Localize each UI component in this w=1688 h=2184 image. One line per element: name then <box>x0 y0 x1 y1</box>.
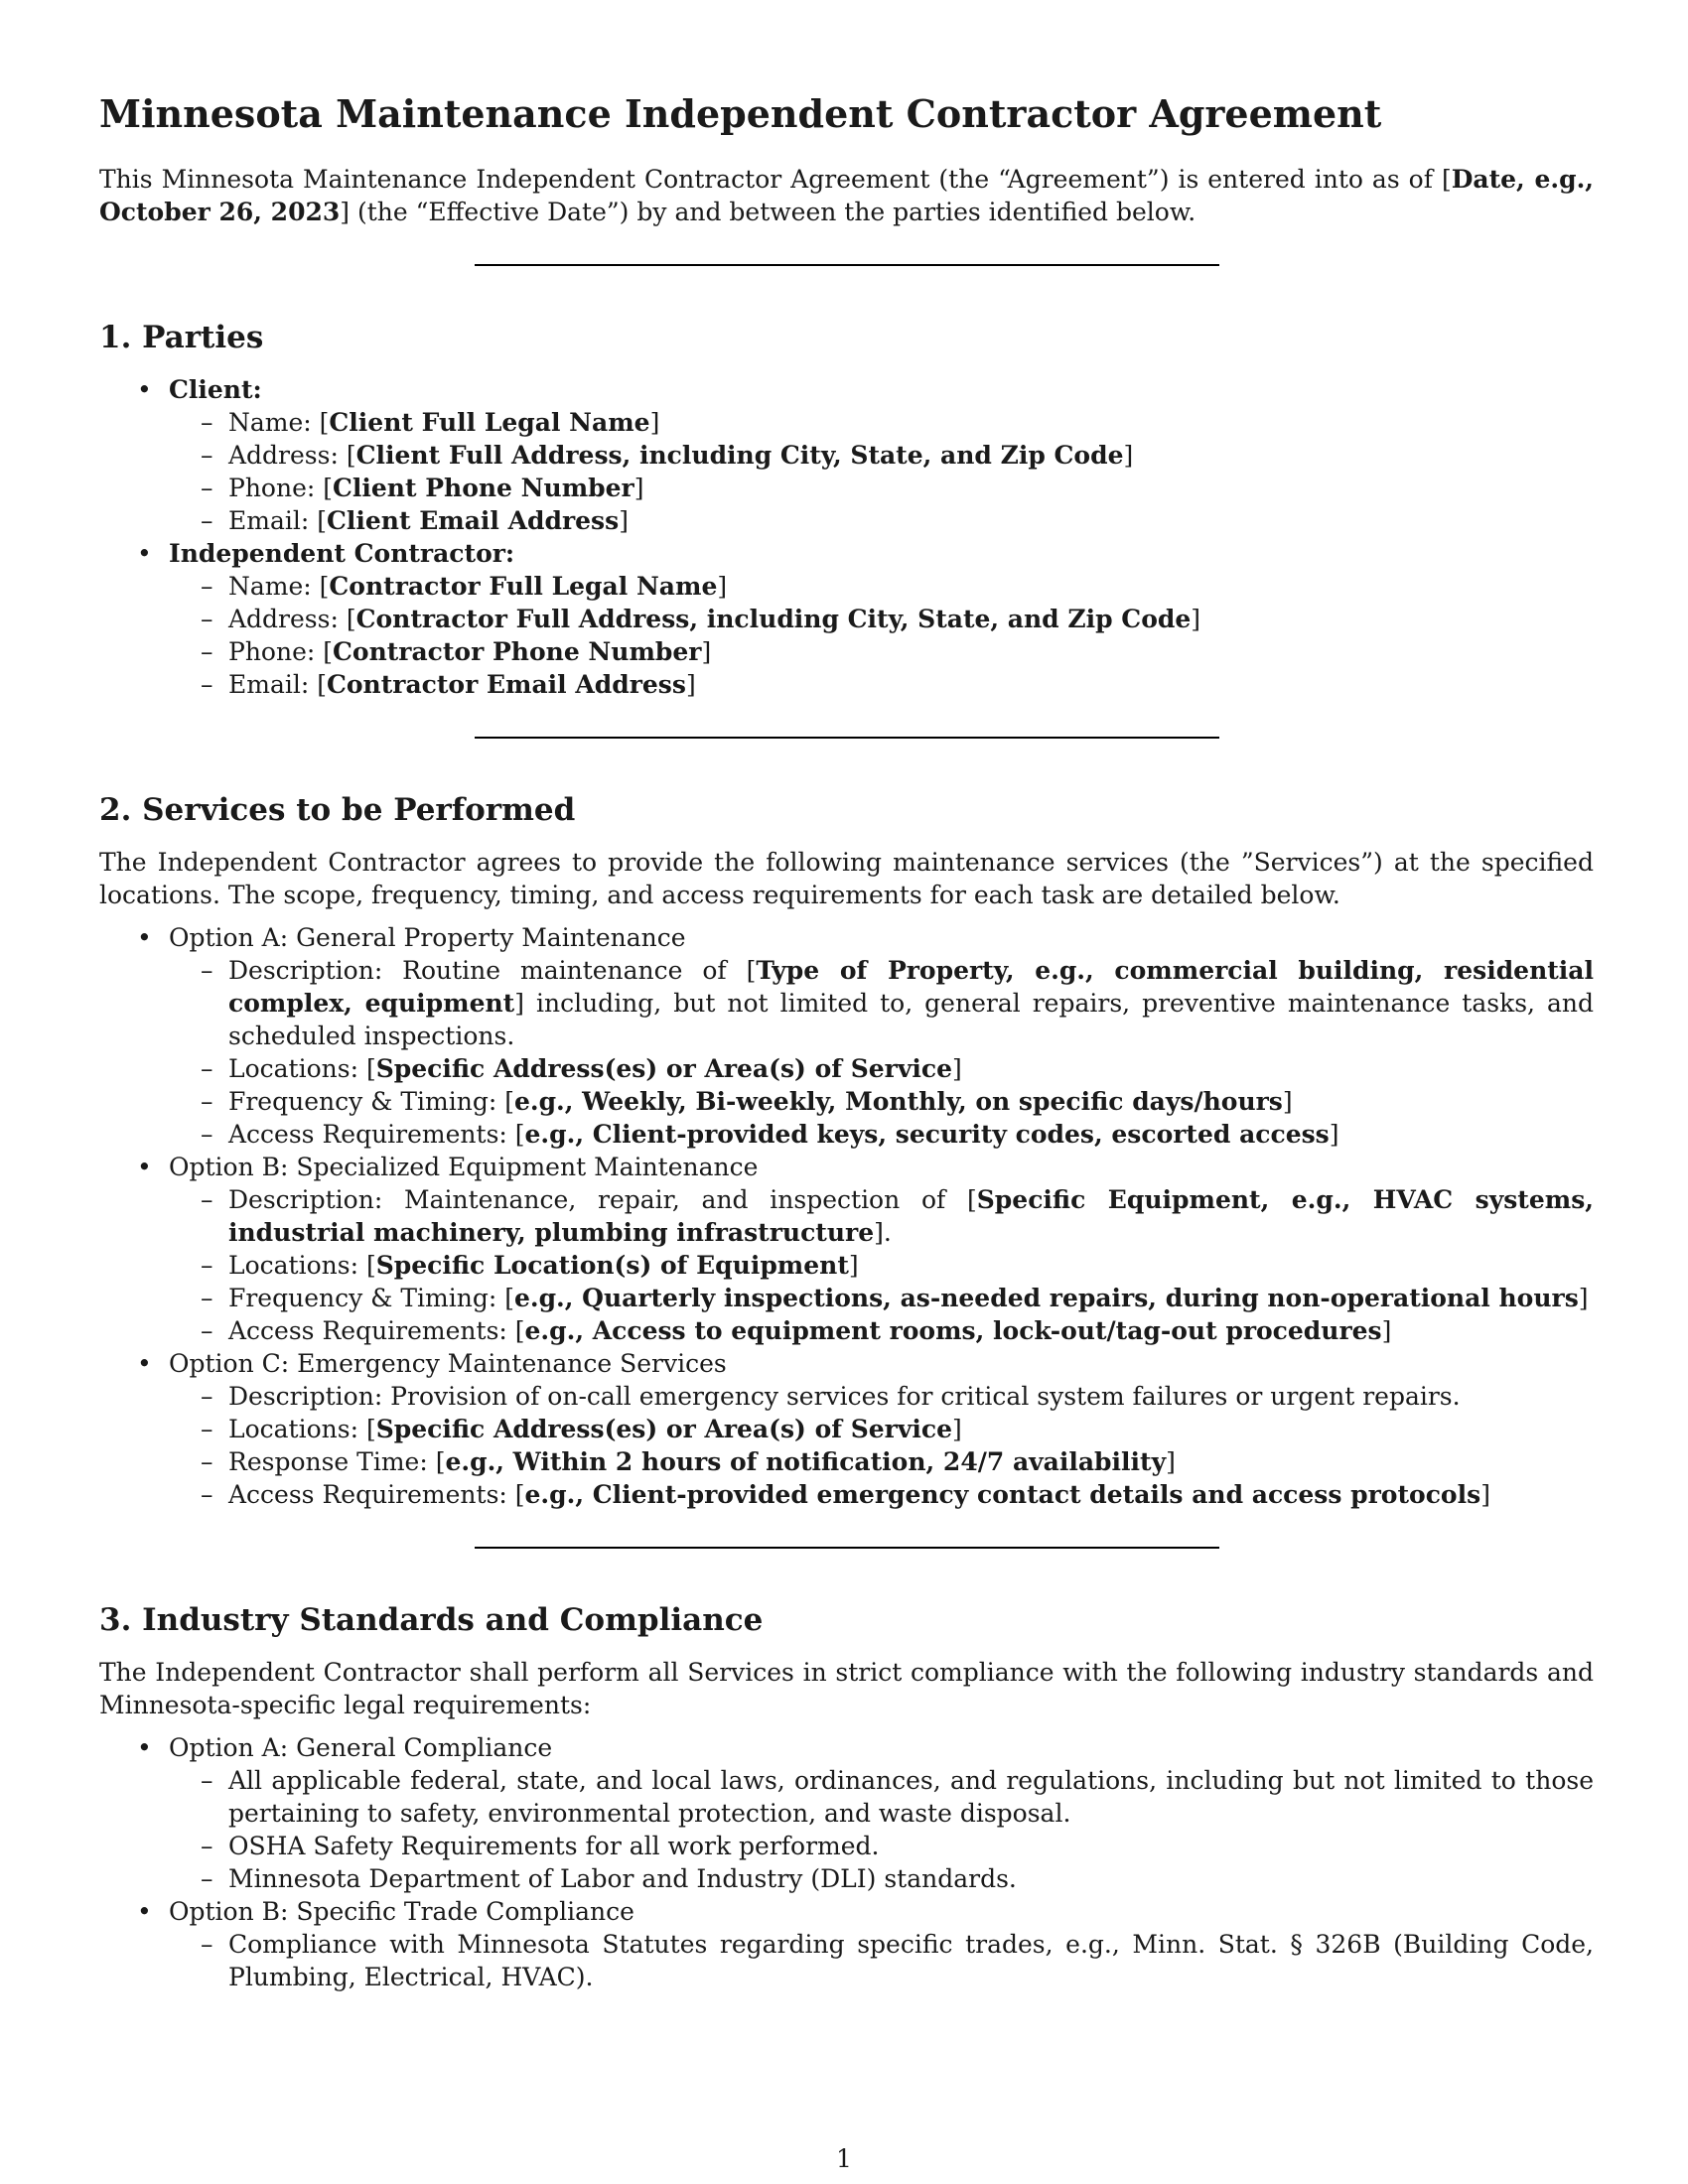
list-item: – Description: Routine maintenance of [Type of Property, e.g., commercial building, residential complex, equipment] including, but not limited to, general repairs, preventive maintenance tasks, and scheduled inspections. <box>169 954 1594 1052</box>
section-heading-compliance: 3. Industry Standards and Compliance <box>99 1602 764 1638</box>
list-item: – OSHA Safety Requirements for all work performed. <box>169 1830 1594 1862</box>
compliance-options-list <box>99 1731 1594 1993</box>
effective-date-placeholder: Date, e.g., October 26, 2023 <box>99 165 1594 226</box>
section-divider <box>475 737 1219 739</box>
list-item: • Option C: Emergency Maintenance Services – Description: Provision of on-call emergency services for critical system failures or urgent repairs. – Locations: [Specific Address(es) or Area(s) of Service] – Response Time: [e.g., Within 2 hours of notification, 24/7 availability] – Access Requirements: [e.g., Client-provided emergency contact details and access protocols] <box>99 1347 1594 1511</box>
services-options-list <box>99 921 1594 1511</box>
section-heading-services: 2. Services to be Performed <box>99 792 576 828</box>
list-item: – Locations: [Specific Location(s) of Equipment] <box>169 1249 1594 1282</box>
list-item: – All applicable federal, state, and local laws, ordinances, and regulations, including but not limited to those pertaining to safety, environmental protection, and waste disposal. <box>169 1764 1594 1830</box>
document-title: Minnesota Maintenance Independent Contractor Agreement <box>99 91 1382 136</box>
intro-paragraph: This Minnesota Maintenance Independent Contractor Agreement (the “Agreement”) is entered into as of [Date, e.g., October 26, 2023] (the “Effective Date”) by and between the parties identified below. <box>99 165 1594 226</box>
list-item: • Option B: Specific Trade Compliance – Compliance with Minnesota Statutes regarding specific trades, e.g., Minn. Stat. § 326B (Building Code, Plumbing, Electrical, HVAC). <box>99 1895 1594 1993</box>
list-item: – Email: [Contractor Email Address] <box>169 668 1594 701</box>
page-number: 1 <box>836 2144 852 2173</box>
list-item: – Description: Provision of on-call emergency services for critical system failures or urgent repairs. <box>169 1380 1594 1413</box>
list-item: • Option A: General Property Maintenance – Description: Routine maintenance of [Type of Property, e.g., commercial building, residential complex, equipment] including, but not limited to, general repairs, preventive maintenance tasks, and scheduled inspections. – Locations: [Specific Address(es) or Area(s) of Service] – Frequency & Timing: [e.g., Weekly, Bi-weekly, Monthly, on specific days/hours] – Access Requirements: [e.g., Client-provided keys, security codes, escorted access] <box>99 921 1594 1151</box>
list-item: • Independent Contractor: – Name: [Contractor Full Legal Name] – Address: [Contractor Full Address, including City, State, and Zip Code] – Phone: [Contractor Phone Number] – Email: [Contractor Email Address] <box>99 537 1594 701</box>
section-heading-parties: 1. Parties <box>99 320 264 355</box>
list-item: – Access Requirements: [e.g., Client-provided emergency contact details and access protocols] <box>169 1478 1594 1511</box>
contractor-details <box>169 570 1594 701</box>
document-page <box>99 0 1594 1993</box>
services-intro: The Independent Contractor agrees to provide the following maintenance services (the ”Services”) at the specified locations. The scope, frequency, timing, and access requirements for each task are detailed below. <box>99 848 1594 909</box>
list-item: – Locations: [Specific Address(es) or Area(s) of Service] <box>169 1413 1594 1445</box>
list-item: – Name: [Contractor Full Legal Name] <box>169 570 1594 603</box>
list-item: – Email: [Client Email Address] <box>169 504 1594 537</box>
list-item: – Access Requirements: [e.g., Access to equipment rooms, lock-out/tag-out procedures] <box>169 1314 1594 1347</box>
list-item: – Frequency & Timing: [e.g., Quarterly inspections, as-needed repairs, during non-operational hours] <box>169 1282 1594 1314</box>
list-item: – Phone: [Contractor Phone Number] <box>169 635 1594 668</box>
list-item: – Locations: [Specific Address(es) or Area(s) of Service] <box>169 1052 1594 1085</box>
list-item: – Address: [Client Full Address, including City, State, and Zip Code] <box>169 439 1594 472</box>
list-item: – Frequency & Timing: [e.g., Weekly, Bi-weekly, Monthly, on specific days/hours] <box>169 1085 1594 1118</box>
list-item: – Minnesota Department of Labor and Industry (DLI) standards. <box>169 1862 1594 1895</box>
section-divider <box>475 1547 1219 1549</box>
list-item: – Phone: [Client Phone Number] <box>169 472 1594 504</box>
list-item: • Option A: General Compliance – All applicable federal, state, and local laws, ordinances, and regulations, including but not limited to those pertaining to safety, environmental protection, and waste disposal. – OSHA Safety Requirements for all work performed. – Minnesota Department of Labor and Industry (DLI) standards. <box>99 1731 1594 1895</box>
list-item: – Name: [Client Full Legal Name] <box>169 406 1594 439</box>
list-item: • Client: – Name: [Client Full Legal Name] – Address: [Client Full Address, including City, State, and Zip Code] – Phone: [Client Phone Number] – Email: [Client Email Address] <box>99 373 1594 537</box>
list-item: • Option B: Specialized Equipment Maintenance – Description: Maintenance, repair, and inspection of [Specific Equipment, e.g., HVAC systems, industrial machinery, plumbing infrastructure]. – Locations: [Specific Location(s) of Equipment] – Frequency & Timing: [e.g., Quarterly inspections, as-needed repairs, during non-operational hours] – Access Requirements: [e.g., Access to equipment rooms, lock-out/tag-out procedures] <box>99 1151 1594 1347</box>
list-item: – Address: [Contractor Full Address, including City, State, and Zip Code] <box>169 603 1594 635</box>
list-item: – Access Requirements: [e.g., Client-provided keys, security codes, escorted access] <box>169 1118 1594 1151</box>
list-item: – Response Time: [e.g., Within 2 hours of notification, 24/7 availability] <box>169 1445 1594 1478</box>
list-item: – Description: Maintenance, repair, and inspection of [Specific Equipment, e.g., HVAC systems, industrial machinery, plumbing infrastructure]. <box>169 1183 1594 1249</box>
list-item: – Compliance with Minnesota Statutes regarding specific trades, e.g., Minn. Stat. § 326B (Building Code, Plumbing, Electrical, HVAC). <box>169 1928 1594 1993</box>
section-divider <box>475 264 1219 266</box>
parties-list <box>99 373 1594 701</box>
compliance-intro: The Independent Contractor shall perform all Services in strict compliance with the following industry standards and Minnesota-specific legal requirements: <box>99 1658 1594 1719</box>
client-details <box>169 406 1594 537</box>
